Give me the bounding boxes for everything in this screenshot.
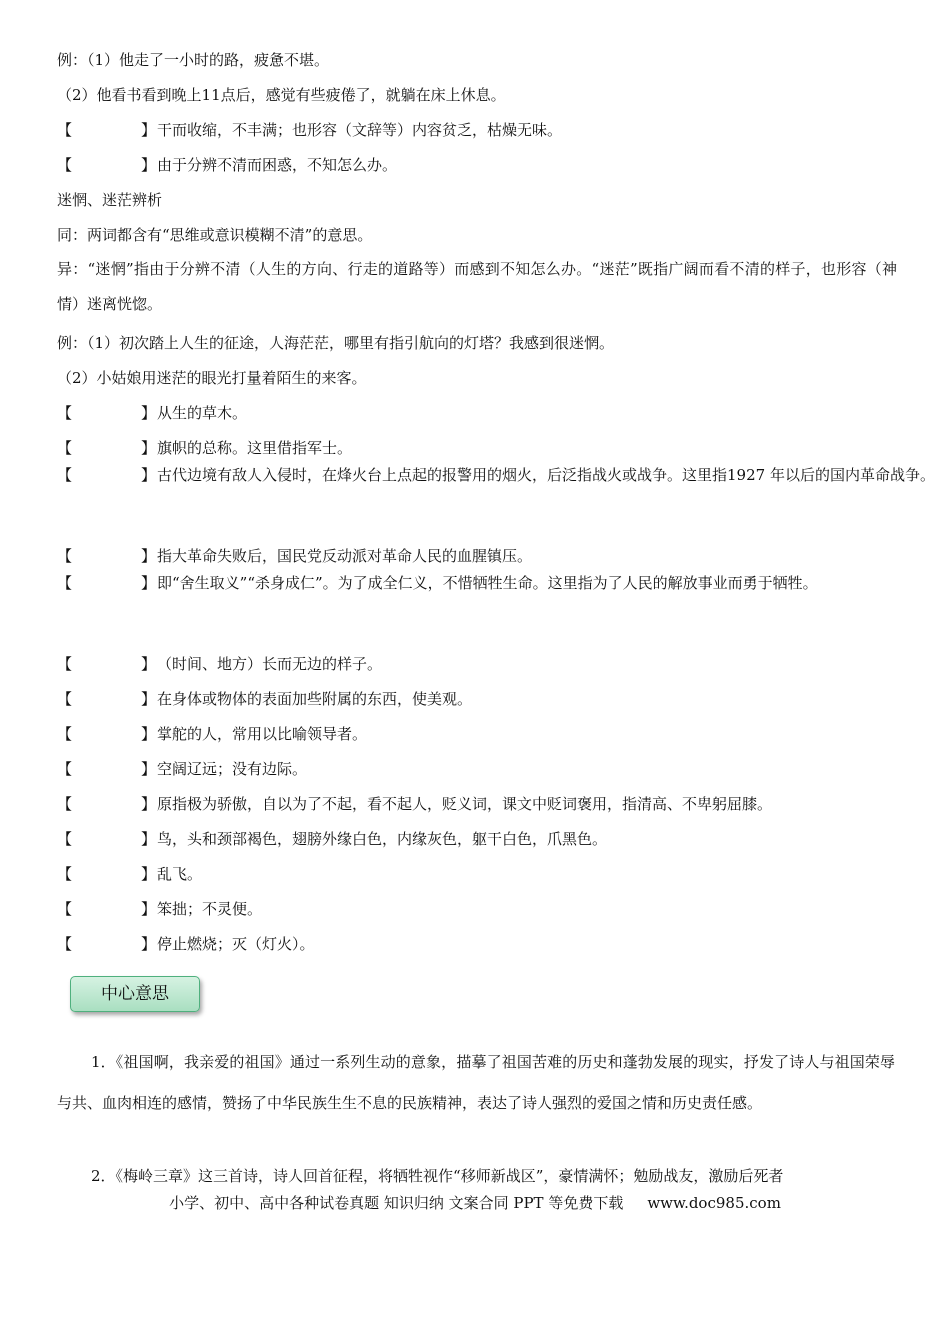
- definition-text: 掌舵的人，常用以比喻领导者。: [157, 725, 368, 743]
- open-bracket: 【: [57, 121, 73, 139]
- open-bracket: 【: [57, 865, 73, 883]
- close-bracket: 】: [141, 795, 157, 813]
- definition-text: 即“舍生取义”“杀身成仁”。为了成全仁义，不惜牺牲生命。这里指为了人民的解放事业而勇于牺牲。: [157, 574, 818, 592]
- open-bracket: 【: [57, 574, 73, 592]
- definition-text: 古代边境有敌人入侵时，在烽火台上点起的报警用的烟火，后泛指战火或战争。这里指1927 年以后的国内革命战争。: [157, 466, 935, 484]
- fill-blank-row: [57, 403, 897, 423]
- example-line: （2）他看书看到晚上11点后，感觉有些疲倦了，就躺在床上休息。: [57, 86, 506, 104]
- open-bracket: 【: [57, 439, 73, 457]
- open-bracket: 【: [57, 760, 73, 778]
- definition-text: （时间、地方）长而无边的样子。: [157, 655, 383, 673]
- fill-blank-row: [57, 573, 897, 593]
- close-bracket: 】: [141, 439, 157, 457]
- open-bracket: 【: [57, 466, 73, 484]
- analysis-heading: 迷惘、迷茫辨析: [57, 191, 163, 209]
- definition-text: 从生的草木。: [157, 404, 248, 422]
- close-bracket: 】: [141, 574, 157, 592]
- definition-text: 指大革命失败后，国民党反动派对革命人民的血腥镇压。: [157, 547, 533, 565]
- open-bracket: 【: [57, 156, 73, 174]
- fill-blank-row: [57, 120, 897, 140]
- fill-blank-row: [57, 438, 897, 458]
- definition-text: 由于分辨不清而困惑，不知怎么办。: [157, 156, 398, 174]
- close-bracket: 】: [141, 655, 157, 673]
- fill-blank-row: [57, 689, 897, 709]
- close-bracket: 】: [141, 690, 157, 708]
- section-title-badge: 中心意思: [70, 976, 200, 1012]
- definition-text: 在身体或物体的表面加些附属的东西，使美观。: [157, 690, 473, 708]
- fill-blank-row: [57, 654, 897, 674]
- close-bracket: 】: [141, 900, 157, 918]
- open-bracket: 【: [57, 725, 73, 743]
- diff-paragraph: 异：“迷惘”指由于分辨不清（人生的方向、行走的道路等）而感到不知怎么办。“迷茫”既指广阔而看不清的样子，也形容（神情）迷离恍惚。: [57, 260, 897, 313]
- page-footer: [0, 1192, 950, 1213]
- example-line: 例：（1）他走了一小时的路，疲惫不堪。: [57, 51, 330, 69]
- definition-text: 原指极为骄傲，自以为了不起，看不起人，贬义词，课文中贬词褒用，指清高、不卑躬屈膝。: [157, 795, 773, 813]
- close-bracket: 】: [141, 725, 157, 743]
- fill-blank-row: [57, 546, 897, 566]
- definition-text: 笨拙；不灵便。: [157, 900, 263, 918]
- fill-blank-row: [57, 829, 897, 849]
- definition-text: 空阔辽远；没有边际。: [157, 760, 308, 778]
- open-bracket: 【: [57, 655, 73, 673]
- close-bracket: 】: [141, 865, 157, 883]
- fill-blank-row: [57, 899, 897, 919]
- definition-text: 旗帜的总称。这里借指军士。: [157, 439, 353, 457]
- fill-blank-row: [57, 864, 897, 884]
- example-line: （2）小姑娘用迷茫的眼光打量着陌生的来客。: [57, 369, 367, 387]
- fill-blank-row: [57, 724, 897, 744]
- open-bracket: 【: [57, 690, 73, 708]
- close-bracket: 】: [141, 121, 157, 139]
- definition-text: 鸟，头和颈部褐色，翅膀外缘白色，内缘灰色，躯干白色，爪黑色。: [157, 830, 608, 848]
- close-bracket: 】: [141, 935, 157, 953]
- definition-text: 干而收缩，不丰满；也形容（文辞等）内容贫乏，枯燥无味。: [157, 121, 563, 139]
- summary-paragraph: 1．《祖国啊，我亲爱的祖国》通过一系列生动的意象，描摹了祖国苦难的历史和蓬勃发展的现实，抒发了诗人与祖国荣辱与共、血肉相连的感情，赞扬了中华民族生生不息的民族精神，表达了诗人强烈的爱国之情和历史责任感。: [57, 1053, 895, 1112]
- fill-blank-row: [57, 465, 935, 485]
- open-bracket: 【: [57, 404, 73, 422]
- example-line: 例：（1）初次踏上人生的征途，人海茫茫，哪里有指引航向的灯塔？我感到很迷惘。: [57, 334, 615, 352]
- same-line: 同：两词都含有“思维或意识模糊不清”的意思。: [57, 226, 373, 244]
- fill-blank-row: [57, 794, 897, 814]
- footer-url[interactable]: www.doc985.com: [647, 1194, 781, 1212]
- footer-text: 小学、初中、高中各种试卷真题 知识归纳 文案合同 PPT 等免费下载: [169, 1194, 624, 1212]
- summary-paragraph: 2．《梅岭三章》这三首诗，诗人回首征程，将牺牲视作“移师新战区”，豪情满怀；勉励战友，激励后死者: [91, 1167, 784, 1185]
- fill-blank-row: [57, 155, 897, 175]
- open-bracket: 【: [57, 547, 73, 565]
- close-bracket: 】: [141, 760, 157, 778]
- open-bracket: 【: [57, 830, 73, 848]
- close-bracket: 】: [141, 466, 157, 484]
- definition-text: 停止燃烧；灭（灯火）。: [157, 935, 315, 953]
- fill-blank-row: [57, 759, 897, 779]
- close-bracket: 】: [141, 404, 157, 422]
- open-bracket: 【: [57, 795, 73, 813]
- close-bracket: 】: [141, 830, 157, 848]
- close-bracket: 】: [141, 547, 157, 565]
- definition-text: 乱飞。: [157, 865, 203, 883]
- close-bracket: 】: [141, 156, 157, 174]
- open-bracket: 【: [57, 900, 73, 918]
- open-bracket: 【: [57, 935, 73, 953]
- fill-blank-row: [57, 934, 897, 954]
